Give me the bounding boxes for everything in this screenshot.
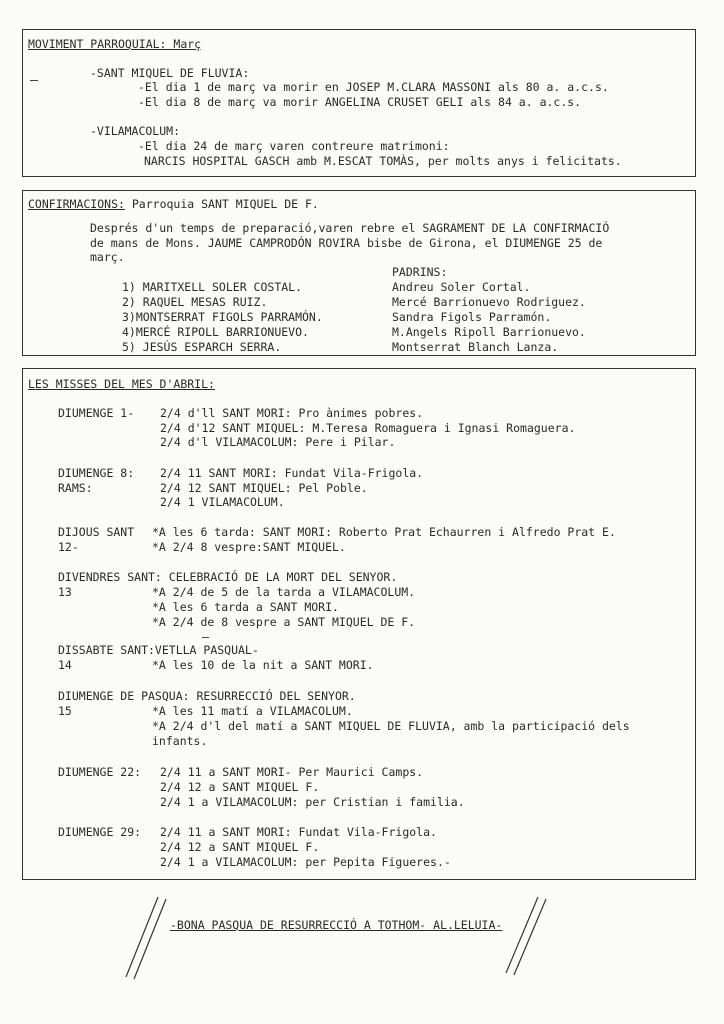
mass-line: *A 2/4 de 5 de la tarda a VILAMACOLUM. (152, 585, 416, 599)
misses-title: LES MISSES DEL MES D'ABRIL: (28, 377, 215, 391)
confirmacions-title-label: CONFIRMACIONS: (28, 197, 125, 211)
mass-line: 2/4 11 SANT MORI: Fundat Vila-Frigola. (160, 466, 424, 480)
mass-line: infants. (152, 734, 208, 748)
matrimoni-line: -El dia 24 de març varen contreure matrimoni: (138, 139, 450, 153)
padri-name: Montserrat Blanch Lanza. (392, 340, 559, 354)
mass-line: 2/4 1 a VILAMACOLUM: per Pepita Figueres.- (160, 855, 451, 869)
confirmand-name: 1) MARITXELL SOLER COSTAL. (122, 280, 303, 294)
defuncio-line: -El dia 8 de març va morir ANGELINA CRUSET GELI als 84 a. a.c.s. (138, 95, 582, 109)
confirmacio-intro: de mans de Mons. JAUME CAMPRODÓN ROVIRA bisbe de Girona, el DIUMENGE 25 de (90, 236, 603, 250)
mass-line: 2/4 11 a SANT MORI- Per Maurici Camps. (160, 765, 424, 779)
mass-line: 2/4 d'l VILAMACOLUM: Pere i Pilar. (160, 435, 396, 449)
day-label: DIUMENGE 29: (58, 825, 142, 839)
confirmand-name: 5) JESÚS ESPARCH SERRA. (122, 340, 282, 354)
margin-dash (30, 80, 38, 81)
mass-line: 2/4 1 a VILAMACOLUM: per Cristian i familia. (160, 795, 465, 809)
day-heading: DIUMENGE DE PASQUA: RESURRECCIÓ DEL SENYOR. (58, 689, 356, 703)
confirmand-name: 3)MONTSERRAT FIGOLS PARRAMÓN. (122, 310, 323, 324)
confirmand-name: 2) RAQUEL MESAS RUIZ. (122, 295, 268, 309)
confirmacio-intro: Després d'un temps de preparació,varen rebre el SAGRAMENT DE LA CONFIRMACIÓ (90, 221, 610, 235)
padri-name: Sandra Figols Parramón. (392, 310, 552, 324)
mass-line: 2/4 d'12 SANT MIQUEL: M.Teresa Romaguera i Ignasi Romaguera. (160, 421, 576, 435)
mass-line: 2/4 d'll SANT MORI: Pro ànimes pobres. (160, 406, 424, 420)
day-heading: DIVENDRES SANT: CELEBRACIÓ DE LA MORT DEL SENYOR. (58, 570, 398, 584)
day-label: DIJOUS SANT (58, 525, 135, 539)
mass-line: 2/4 12 SANT MIQUEL: Pel Poble. (160, 481, 368, 495)
footer-greeting: -BONA PASQUA DE RESURRECCIÓ A TOTHOM- AL.LELUIA- (170, 918, 503, 932)
vilamacolum-heading: -VILAMACOLUM: (90, 124, 181, 138)
confirmand-name: 4)MERCÉ RIPOLL BARRIONUEVO. (122, 325, 309, 339)
padrins-label: PADRINS: (392, 265, 448, 279)
mass-line: 2/4 12 a SANT MIQUEL F. (160, 780, 320, 794)
day-label: 12- (58, 540, 79, 554)
mass-line: *A les 6 tarda a SANT MORI. (152, 600, 339, 614)
padri-name: Mercé Barrionuevo Rodriguez. (392, 295, 586, 309)
mass-line: 2/4 1 VILAMACOLUM. (160, 495, 285, 509)
confirmacio-intro: març. (90, 250, 125, 264)
mass-line: *A les 10 de la nit a SANT MORI. (152, 658, 374, 672)
day-label: RAMS: (58, 481, 93, 495)
moviment-title: MOVIMENT PARROQUIAL: Març (28, 37, 202, 51)
padri-name: Andreu Soler Cortal. (392, 280, 531, 294)
mass-line: 2/4 11 a SANT MORI: Fundat Vila-Frigola. (160, 825, 437, 839)
confirmacions-title-parish: Parroquia SANT MIQUEL DE F. (131, 197, 319, 211)
double-slash-right (500, 893, 550, 983)
defuncio-line: -El dia 1 de març va morir en JOSEP M.CLARA MASSONI als 80 a. a.c.s. (138, 80, 609, 94)
day-heading: DISSABTE SANT:VETLLA PASQUAL- (58, 643, 259, 657)
day-label: DIUMENGE 8: (58, 466, 135, 480)
mass-line: 2/4 12 a SANT MIQUEL F. (160, 840, 320, 854)
day-label: 15 (58, 704, 72, 718)
stray-dash (202, 637, 209, 638)
mass-line: *A 2/4 de 8 vespre a SANT MIQUEL DE F. (152, 615, 416, 629)
sant-miquel-heading: -SANT MIQUEL DE FLUVIA: (90, 66, 250, 80)
mass-line: *A 2/4 8 vespre:SANT MIQUEL. (152, 540, 346, 554)
mass-line: *A les 11 matí a VILAMACOLUM. (152, 704, 353, 718)
confirmacions-title (28, 197, 319, 211)
matrimoni-line: NARCIS HOSPITAL GASCH amb M.ESCAT TOMÀS, per molts anys i felicitats. (144, 154, 622, 168)
day-label: DIUMENGE 1- (58, 406, 135, 420)
mass-line: *A 2/4 d'l del matí a SANT MIQUEL DE FLUVIA, amb la participació dels (152, 719, 630, 733)
double-slash-left (120, 893, 170, 983)
mass-line: *A les 6 tarda: SANT MORI: Roberto Prat Echaurren i Alfredo Prat E. (152, 525, 616, 539)
day-label: 13 (58, 585, 72, 599)
day-label: DIUMENGE 22: (58, 765, 142, 779)
day-label: 14 (58, 658, 72, 672)
padri-name: M.Angels Ripoll Barrionuevo. (392, 325, 586, 339)
